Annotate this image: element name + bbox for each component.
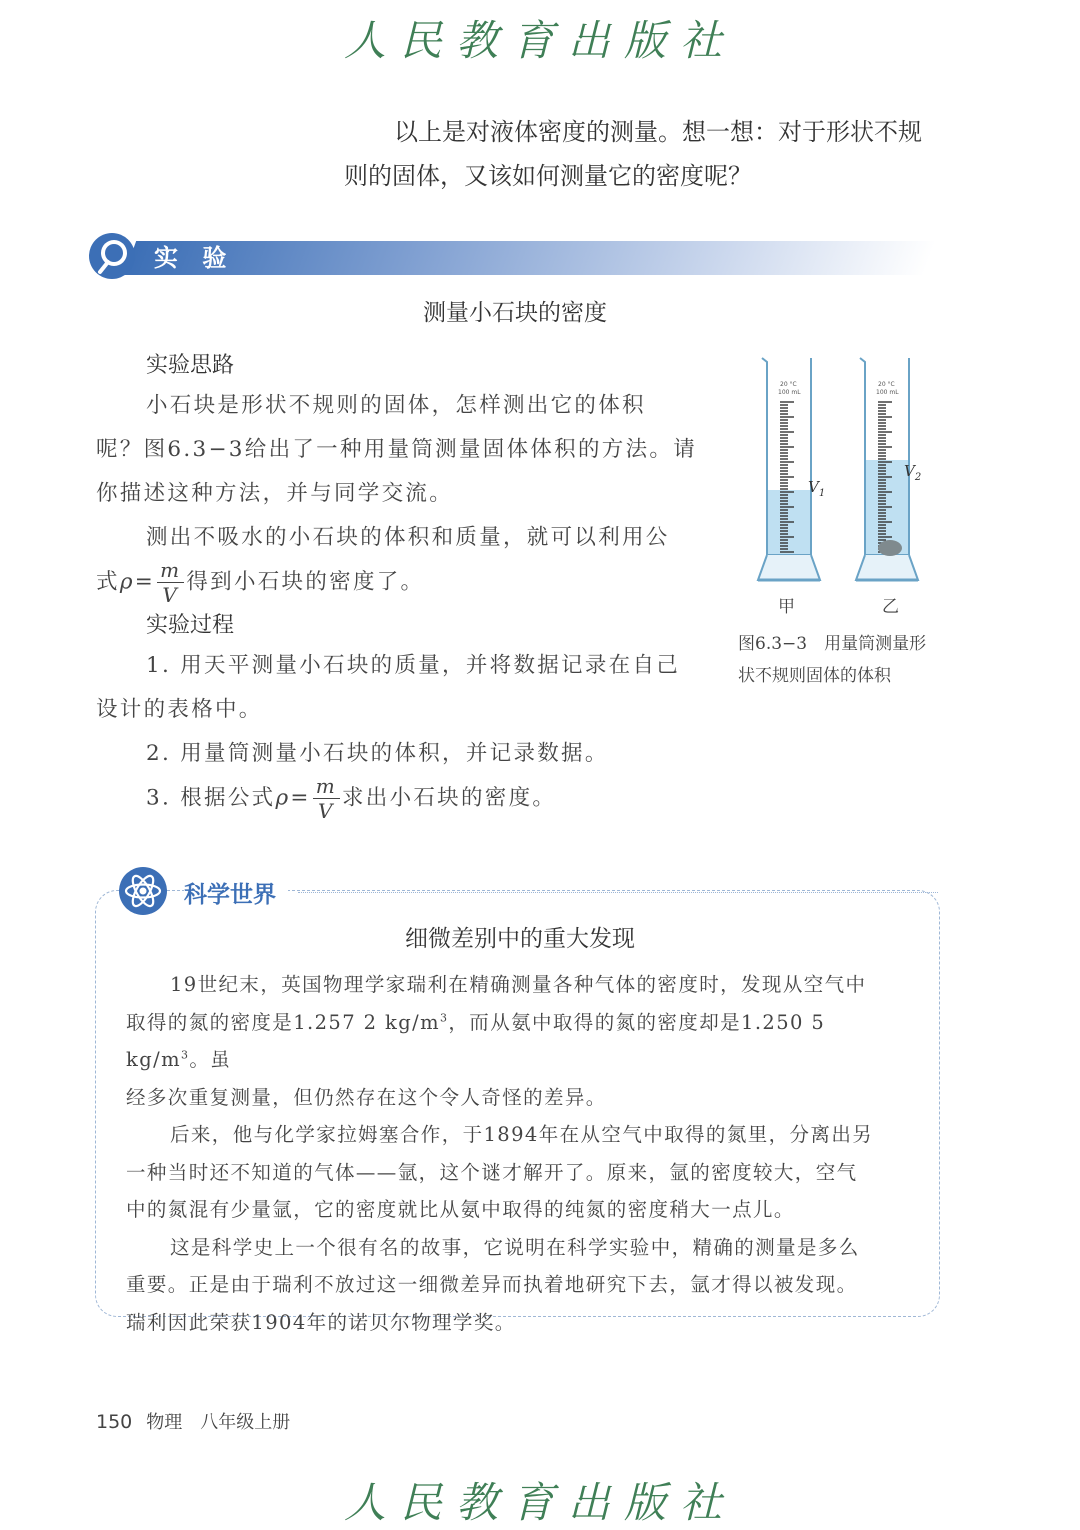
density-fraction (157, 560, 184, 605)
v1-label: $V_1$ (808, 478, 826, 499)
cylinder-a (758, 358, 820, 580)
sci-p3-line2: 重要。正是由于瑞利不放过这一细微差异而执着地研究下去，氩才得以被发现。 (126, 1273, 858, 1296)
figure-caption (738, 628, 958, 692)
figure-caption-line1: 图6.3−3 用量筒测量形 (738, 634, 927, 654)
sci-p2-line2: 一种当时还不知道的气体——氩，这个谜才解开了。原来，氩的密度较大，空气 (126, 1160, 858, 1184)
step-1-line1: 1. 用天平测量小石块的质量，并将数据记录在自己 (146, 653, 681, 678)
step-3 (96, 776, 716, 821)
cylinder-a-capacity: 100 mL (778, 389, 801, 396)
fraction-numerator-2: m (313, 776, 340, 799)
step-3-suffix: 求出小石块的密度。 (341, 785, 557, 811)
fraction-denominator-2: V (317, 799, 335, 823)
header-dotted-line (298, 892, 938, 893)
science-world-label: 科学世界 (184, 876, 288, 909)
idea-p2-suffix: 得到小石块的密度了。 (186, 569, 425, 595)
idea-p2-prefix: 式 (96, 569, 120, 595)
idea-p2-line2 (96, 560, 716, 605)
intro-paragraph (344, 110, 944, 198)
cylinder-a-temp: 20 °C (780, 381, 797, 388)
sci-p3-line1: 这是科学史上一个很有名的故事，它说明在科学实验中，精确的测量是多么 (170, 1235, 860, 1259)
magnifier-icon (88, 232, 136, 280)
figure-caption-line2: 状不规则固体的体积 (738, 666, 891, 686)
science-title: 细微差别中的重大发现 (405, 926, 635, 952)
step-2: 2. 用量筒测量小石块的体积，并记录数据。 (146, 741, 609, 766)
step-3-prefix: 3. 根据公式 (146, 785, 276, 811)
intro-line-2: 则的固体，又该如何测量它的密度呢？ (344, 162, 752, 190)
cylinder-b-temp: 20 °C (878, 381, 895, 388)
v2-label: $V_2$ (904, 462, 922, 483)
cylinders-figure (740, 350, 940, 620)
fraction-numerator: m (157, 560, 184, 583)
intro-line-1: 以上是对液体密度的测量。想一想：对于形状不规 (394, 118, 922, 146)
density-symbol-2: ρ= (275, 785, 311, 811)
idea-p1-line1: 小石块是形状不规则的固体，怎样测出它的体积 (146, 393, 646, 418)
idea-text (96, 384, 716, 605)
page-number: 150 (96, 1411, 133, 1433)
publisher-logo-top: 人民教育出版社 (343, 16, 736, 65)
publisher-logo-bottom: 人民教育出版社 (343, 1478, 736, 1527)
sci-p2-line3: 中的氮混有少量氩，它的密度就比从氨中取得的纯氮的密度稍大一点儿。 (126, 1198, 795, 1221)
sci-p1-line3: 经多次重复测量，但仍然存在这个令人奇怪的差异。 (126, 1085, 607, 1109)
experiment-banner (88, 232, 928, 278)
atom-icon (118, 866, 168, 916)
sci-p2-line1: 后来，他与化学家拉姆塞合作，于1894年在从空气中取得的氮里，分离出另 (170, 1123, 874, 1146)
science-text (126, 966, 912, 1341)
sci-p3-line3: 瑞利因此荣获1904年的诺贝尔物理学奖。 (126, 1310, 516, 1334)
idea-heading: 实验思路 (146, 353, 235, 378)
idea-p1-line3: 你描述这种方法，并与同学交流。 (96, 481, 454, 506)
process-heading: 实验过程 (146, 613, 235, 638)
process-text (96, 644, 716, 821)
idea-p1-line2: 呢？图6.3−3给出了一种用量筒测量固体体积的方法。请 (96, 437, 697, 462)
science-world-header (118, 866, 938, 922)
cylinder-b-capacity: 100 mL (876, 389, 899, 396)
banner-label: 实 验 (154, 244, 235, 272)
density-fraction-2 (313, 776, 340, 821)
book-subject: 物理 八年级上册 (146, 1412, 291, 1433)
figure-label-b: 乙 (882, 597, 899, 617)
sci-p1-line2: 取得的氮的密度是1.257 2 $kg/m^3$，而从氨中取得的氮的密度却是1.250 5 $kg/m^3$。虽 (126, 1010, 826, 1071)
page-footer (96, 1408, 290, 1434)
step-1-line2: 设计的表格中。 (96, 697, 263, 722)
banner-gradient-bar (124, 241, 936, 275)
sci-p1-line1: 19世纪末，英国物理学家瑞利在精确测量各种气体的密度时，发现从空气中 (170, 973, 867, 996)
stone-icon (878, 540, 902, 556)
fraction-denominator: V (162, 583, 180, 607)
idea-p2-line1: 测出不吸水的小石块的体积和质量，就可以利用公 (146, 525, 670, 550)
density-symbol: ρ= (119, 569, 156, 595)
experiment-title: 测量小石块的密度 (423, 300, 607, 326)
figure-label-a: 甲 (778, 597, 795, 617)
